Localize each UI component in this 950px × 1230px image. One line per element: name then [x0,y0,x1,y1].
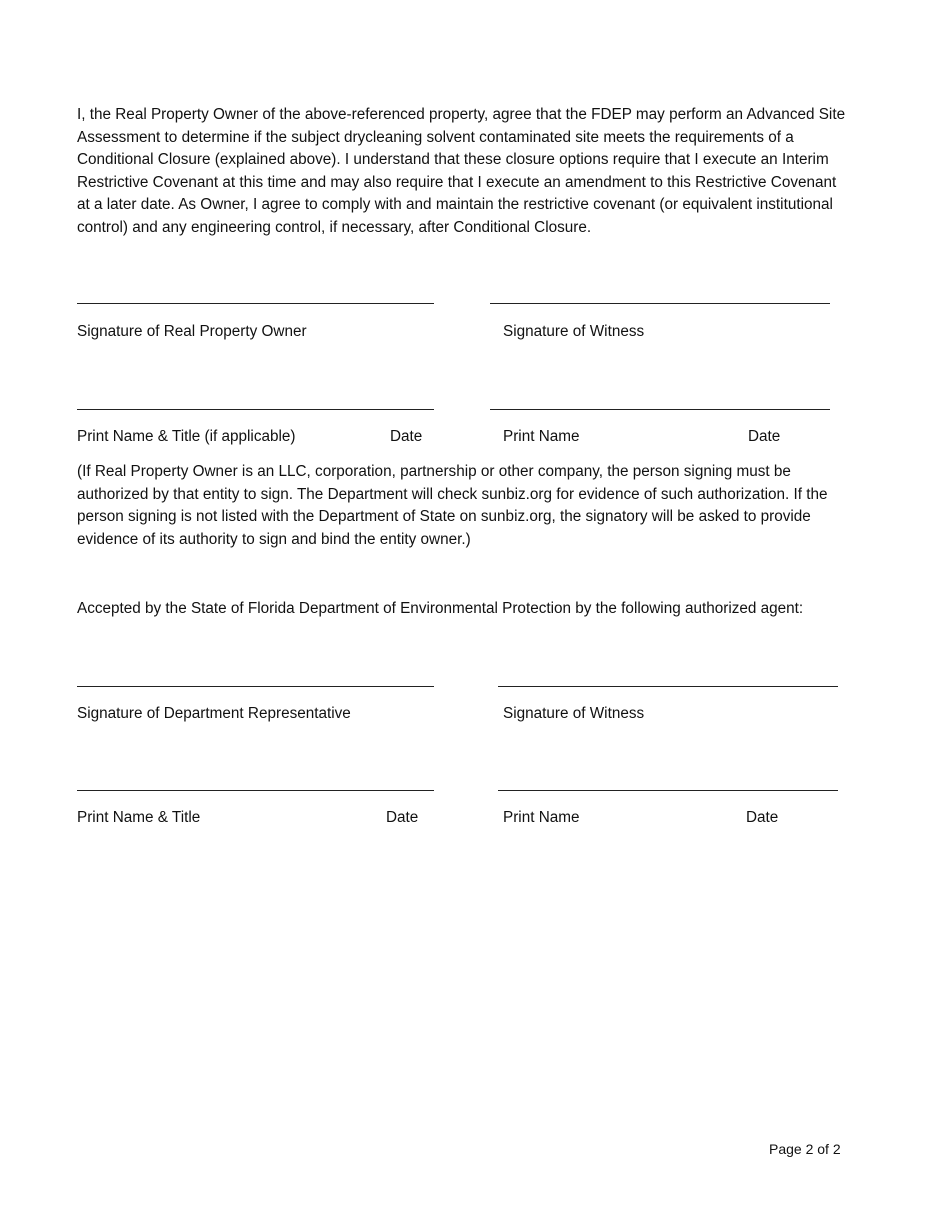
agreement-paragraph: I, the Real Property Owner of the above-referenced property, agree that the FDEP may perform an Advanced Site Assessment to determine if the subject drycleaning solvent contaminated site meets the requirements of a Conditional Closure (explained above). I understand that these closure options require that I execute an Interim Restrictive Covenant at this time and may also require that I execute an amendment to this Restrictive Covenant at a later date. As Owner, I agree to comply with and maintain the restrictive covenant (or equivalent institutional control) and any engineering control, if necessary, after Conditional Closure. [77,106,846,236]
owner-witness-signature-line[interactable] [490,303,830,304]
owner-witness-date-label: Date [748,428,781,445]
owner-signature-line[interactable] [77,303,434,304]
acceptance-statement: Accepted by the State of Florida Department of Environmental Protection by the following authorized agent: [77,600,804,617]
owner-print-name-label: Print Name & Title (if applicable) [77,428,296,445]
department-print-name-line[interactable] [77,790,434,791]
owner-witness-signature-label: Signature of Witness [503,323,645,340]
department-date-label: Date [386,809,419,826]
owner-witness-print-name-line[interactable] [490,409,830,410]
owner-signature-label: Signature of Real Property Owner [77,323,307,340]
department-witness-print-name-label: Print Name [503,809,580,826]
department-signature-label: Signature of Department Representative [77,705,351,722]
department-print-name-label: Print Name & Title [77,809,201,826]
page-number: Page 2 of 2 [769,1141,841,1157]
authorization-note: (If Real Property Owner is an LLC, corporation, partnership or other company, the person signing must be authorized by that entity to sign. The Department will check sunbiz.org for evidence of such authorization. If the person signing is not listed with the Department of State on sunbiz.org, the signatory will be asked to provide evidence of its authority to sign and bind the entity owner.) [77,463,828,548]
department-signature-line[interactable] [77,686,434,687]
department-witness-date-label: Date [746,809,779,826]
owner-print-name-line[interactable] [77,409,434,410]
department-witness-signature-line[interactable] [498,686,838,687]
owner-date-label: Date [390,428,423,445]
owner-witness-print-name-label: Print Name [503,428,580,445]
department-witness-print-name-line[interactable] [498,790,838,791]
department-witness-signature-label: Signature of Witness [503,705,645,722]
